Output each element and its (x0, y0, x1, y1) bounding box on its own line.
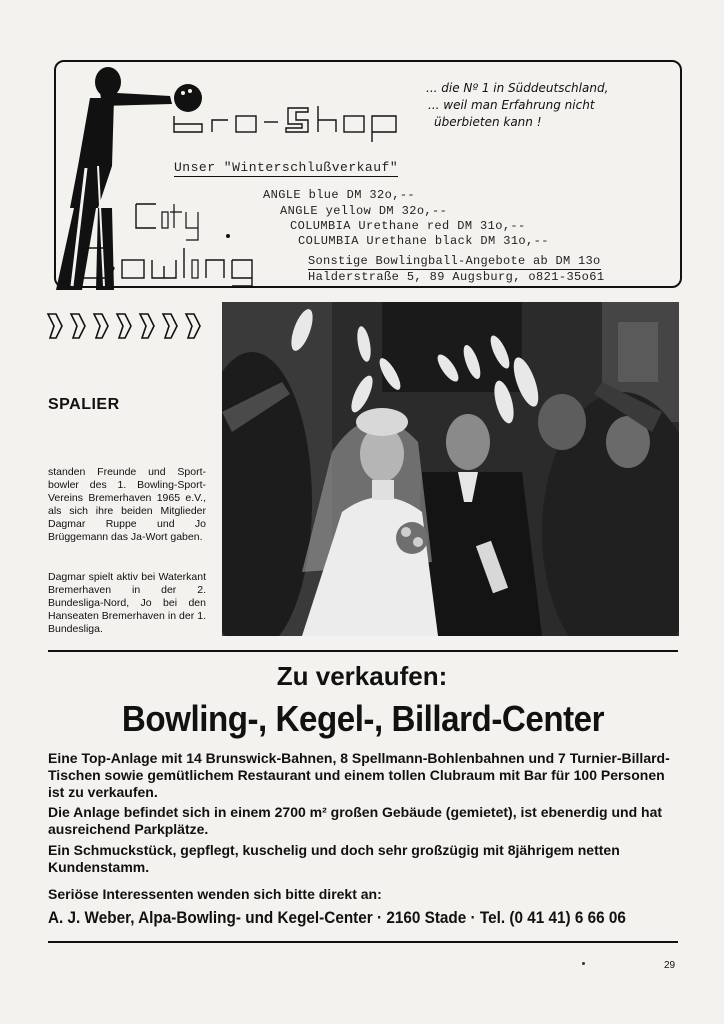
center-title: Bowling-, Kegel-, Billard-Center (121, 698, 605, 739)
slogan-line-1: ... die Nº 1 in Süddeutschland, (426, 81, 609, 95)
article-headline: SPALIER (48, 396, 120, 413)
sale-heading: Zu verkaufen: (276, 661, 448, 691)
price-line: ANGLE blue DM 32o,-- (263, 188, 416, 202)
article-paragraph: Dagmar spielt aktiv bei Waterkant Bremerhaven in der 2. Bundesliga-Nord, Jo bei den Hanseaten Bremerhaven in der 1. Bundesliga. (48, 571, 206, 635)
sale-paragraph: Die Anlage befindet sich in einem 2700 m² großen Gebäude (gemietet), ist ebenerdig und hat ausreichend Parkplätze. (48, 804, 663, 837)
winter-sale-title: Unser "Winterschlußverkauf" (174, 160, 399, 175)
sale-paragraph: Seriöse Interessenten wenden sich bitte direkt an: (48, 886, 382, 902)
bowling-pins-icon-row (46, 310, 214, 342)
wedding-photo (222, 302, 679, 636)
slogan (426, 80, 676, 131)
price-line: ANGLE yellow DM 32o,-- (280, 204, 448, 218)
sale-paragraph: Eine Top-Anlage mit 14 Brunswick-Bahnen, 8 Spellmann-Bohlenbahnen und 7 Turnier-Billard-Tischen sowie gemütlichem Restaurant und einem tollen Clubraum mit Bar für 100 Personen ist zu verkaufen. (48, 750, 670, 800)
article-paragraph: standen Freunde und Sportbowler des 1. Bowling-Sport-Vereins Bremerhaven 1965 e.V., als sich ihre beiden Mitglieder Dagmar Ruppe und Jo Brüggemann das Ja-Wort gaben. (48, 466, 206, 543)
contact-line: A. J. Weber, Alpa-Bowling- und Kegel-Center · 2160 Stade · Tel. (0 41 41) 6 66 06 (48, 908, 626, 927)
other-offers: Sonstige Bowlingball-Angebote ab DM 13o (308, 254, 601, 268)
divider (48, 941, 678, 943)
divider (48, 650, 678, 652)
price-line: COLUMBIA Urethane black DM 31o,-- (298, 234, 549, 248)
slogan-line-2: ... weil man Erfahrung nicht (428, 98, 595, 112)
page-number: 29 (664, 960, 676, 971)
print-dot (582, 962, 585, 965)
shop-address: Halderstraße 5, 89 Augsburg, o821-35o61 (308, 270, 605, 284)
price-line: COLUMBIA Urethane red DM 31o,-- (290, 219, 526, 233)
sale-paragraph: Ein Schmuckstück, gepflegt, kuschelig und doch sehr großzügig mit 8jährigem netten Kundenstamm. (48, 842, 620, 875)
slogan-line-3: überbieten kann ! (434, 115, 542, 129)
